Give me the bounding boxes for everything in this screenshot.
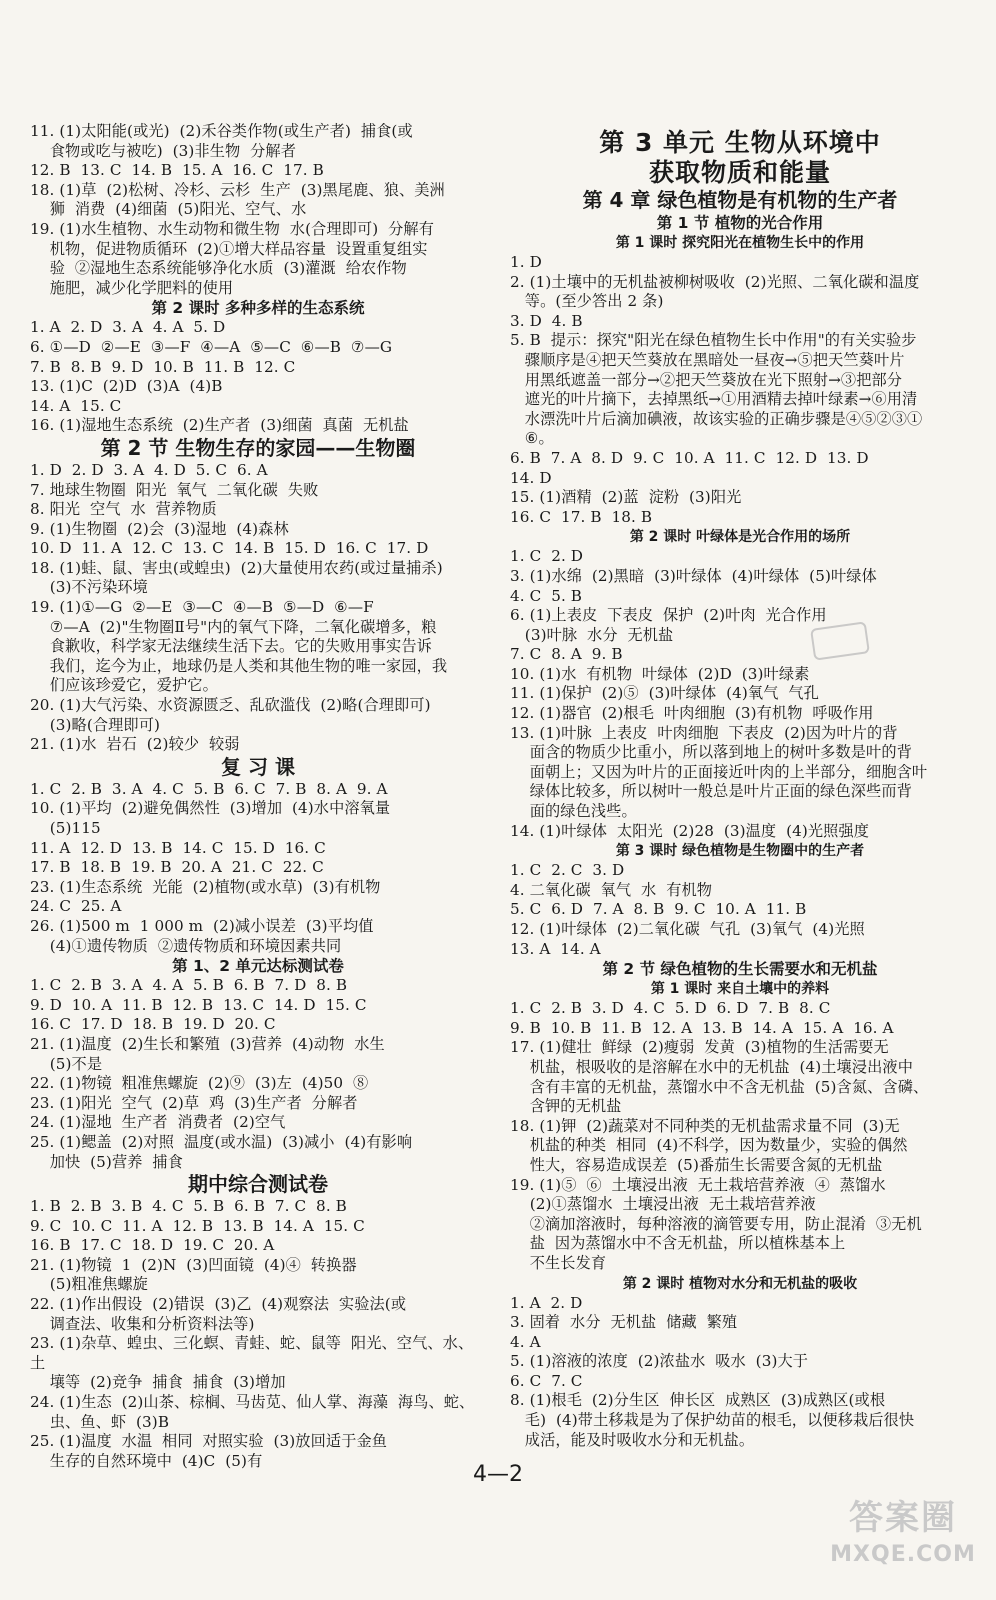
answer-line: 机盐的种类 相同 (4)不科学，因为数量少，实验的偶然	[510, 1136, 908, 1155]
lesson-heading: 第 1 课时 探究阳光在植物生长中的作用	[615, 235, 865, 251]
answer-line: 23. (1)杂草、蝗虫、三化螟、青蛙、蛇、鼠等 阳光、空气、水、土	[30, 1334, 474, 1372]
answer-line: 26. (1)500 m 1 000 m (2)减小误差 (3)平均值	[30, 916, 374, 935]
answer-line: 9. B 10. B 11. B 12. A 13. B 14. A 15. A 16. A	[510, 1018, 894, 1037]
answer-line: 机盐，根吸收的是溶解在水中的无机盐 (4)土壤浸出液中	[510, 1057, 913, 1076]
answer-line: 25. (1)鳃盖 (2)对照 温度(或水温) (3)减小 (4)有影响	[30, 1132, 413, 1151]
answer-line: 10. D 11. A 12. C 13. C 14. B 15. D 16. C 17. D	[30, 539, 429, 558]
answer-line: 16. B 17. C 18. D 19. C 20. A	[30, 1236, 275, 1255]
answer-line: 8. (1)根毛 (2)分生区 伸长区 成熟区 (3)成熟区(或根	[510, 1391, 886, 1410]
answer-line: 19. (1)⑤ ⑥ 土壤浸出液 无土栽培营养液 ④ 蒸馏水	[510, 1175, 886, 1194]
section-heading: 第 2 节 生物生存的家园——生物圈	[100, 435, 416, 460]
answer-line: 3. (1)水绵 (2)黑暗 (3)叶绿体 (4)叶绿体 (5)叶绿体	[510, 566, 877, 585]
answer-line: 用黑纸遮盖一部分→②把天竺葵放在光下照射→③把部分	[510, 370, 903, 389]
answer-line: ⑥。	[510, 429, 554, 448]
answer-line: 21. (1)物镜 1 (2)N (3)凹面镜 (4)④ 转换器	[30, 1255, 357, 1274]
answer-line: 13. (1)叶脉 上表皮 叶肉细胞 下表皮 (2)因为叶片的背	[510, 723, 898, 742]
unit-title: 第 3 单元 生物从环境中	[599, 128, 881, 157]
answer-line: 1. A 2. D 3. A 4. A 5. D	[30, 318, 226, 337]
answer-line: 1. A 2. D	[510, 1293, 583, 1312]
answer-line: 17. B 18. B 19. B 20. A 21. C 22. C	[30, 858, 324, 877]
answer-line: 1. C 2. B 3. A 4. A 5. B 6. B 7. D 8. B	[30, 976, 348, 995]
answer-line: 19. (1)水生植物、水生动物和微生物 水(合理即可) 分解有	[30, 219, 434, 238]
answer-line: 24. (1)湿地 生产者 消费者 (2)空气	[30, 1113, 286, 1132]
answer-line: 16. C 17. D 18. B 19. D 20. C	[30, 1015, 276, 1034]
answer-line: 14. (1)叶绿体 太阳光 (2)28 (3)温度 (4)光照强度	[510, 821, 870, 840]
answer-line: 24. (1)生态 (2)山茶、棕榈、马齿苋、仙人掌、海藻 海鸟、蛇、	[30, 1393, 475, 1412]
answer-line: 21. (1)水 岩石 (2)较少 较弱	[30, 735, 240, 754]
answer-line: 性大，容易造成误差 (5)番茄生长需要含氮的无机盐	[510, 1155, 883, 1174]
answer-line: 盐 因为蒸馏水中不含无机盐，所以植株基本上	[510, 1234, 846, 1253]
answer-line: 遮光的叶片摘下，去掉黑纸→①用酒精去掉叶绿素→⑥用清	[510, 390, 918, 409]
answer-line: 食物或吃与被吃) (3)非生物 分解者	[30, 141, 297, 160]
answer-line: 14. A 15. C	[30, 396, 122, 415]
right-column	[510, 128, 970, 1450]
watermark-logo-text: 答案圈	[849, 1498, 957, 1538]
answer-line: (3)叶脉 水分 无机盐	[510, 625, 674, 644]
answer-line: (5)115	[30, 819, 101, 837]
answer-line: 11. (1)保护 (2)⑤ (3)叶绿体 (4)氧气 气孔	[510, 684, 819, 703]
answer-line: 1. C 2. B 3. A 4. C 5. B 6. C 7. B 8. A 9. A	[30, 779, 388, 798]
left-column	[30, 122, 486, 1471]
answer-line: 12. B 13. C 14. B 15. A 16. C 17. B	[30, 161, 324, 180]
answer-line: 6. ①—D ②—E ③—F ④—A ⑤—C ⑥—B ⑦—G	[30, 337, 393, 356]
answer-line: 17. (1)健壮 鲜绿 (2)瘦弱 发黄 (3)植物的生活需要无	[510, 1038, 889, 1057]
answer-line: 9. C 10. C 11. A 12. B 13. B 14. A 15. C	[30, 1216, 365, 1235]
answer-line: 20. (1)大气污染、水资源匮乏、乱砍滥伐 (2)略(合理即可)	[30, 696, 431, 715]
answer-line: 14. D	[510, 468, 552, 487]
answer-line: 骤顺序是④把天竺葵放在黑暗处一昼夜→⑤把天竺葵叶片	[510, 350, 905, 369]
answer-line: 狮 消费 (4)细菌 (5)阳光、空气、水	[30, 200, 307, 219]
answer-line: 壤等 (2)竞争 捕食 捕食 (3)增加	[30, 1373, 286, 1392]
answer-line: 不生长发育	[510, 1253, 607, 1272]
section-heading: 期中综合测试卷	[188, 1172, 328, 1197]
answer-line: (5)不是	[30, 1054, 103, 1073]
answer-line: 18. (1)蛙、鼠、害虫(或蝗虫) (2)大量使用农药(或过量捕杀)	[30, 558, 443, 577]
answer-line: 21. (1)温度 (2)生长和繁殖 (3)营养 (4)动物 水生	[30, 1034, 385, 1053]
answer-line: 6. (1)上表皮 下表皮 保护 (2)叶肉 光合作用	[510, 606, 827, 625]
answer-line: 加快 (5)营养 捕食	[30, 1152, 183, 1171]
answer-line: (4)①遗传物质 ②遗传物质和环境因素共同	[30, 936, 342, 955]
lesson-heading: 第 2 课时 植物对水分和无机盐的吸收	[622, 1275, 858, 1292]
answer-line: 12. (1)器官 (2)根毛 叶肉细胞 (3)有机物 呼吸作用	[510, 704, 874, 723]
answer-line: 4. A	[510, 1332, 541, 1351]
watermark-domain: MXQE.COM	[830, 1542, 976, 1567]
answer-line: 5. (1)溶液的浓度 (2)浓盐水 吸水 (3)大于	[510, 1352, 809, 1371]
subsection-heading: 第 1 节 植物的光合作用	[656, 214, 824, 232]
answer-line: 面含的物质少比重小，所以落到地上的树叶多数是叶的背	[510, 743, 912, 762]
answer-line: 18. (1)钾 (2)蔬菜对不同种类的无机盐需求量不同 (3)无	[510, 1116, 900, 1135]
answer-line: 6. B 7. A 8. D 9. C 10. A 11. C 12. D 13. D	[510, 448, 869, 467]
answer-line: 8. 阳光 空气 水 营养物质	[30, 500, 217, 519]
answer-line: 7. 地球生物圈 阳光 氧气 二氧化碳 失败	[30, 480, 319, 499]
answer-line: 5. C 6. D 7. A 8. B 9. C 10. A 11. B	[510, 900, 807, 919]
answer-line: 25. (1)温度 水温 相同 对照实验 (3)放回适于金鱼	[30, 1432, 388, 1451]
answer-line: 11. (1)太阳能(或光) (2)禾谷类作物(或生产者) 捕食(或	[30, 122, 413, 140]
lesson-heading: 第 1 课时 来自土壤中的养料	[650, 981, 830, 998]
answer-line: 23. (1)生态系统 光能 (2)植物(或水草) (3)有机物	[30, 877, 381, 896]
subsection-heading: 第 2 课时 多种多样的生态系统	[151, 299, 365, 318]
lesson-heading: 第 2 课时 叶绿体是光合作用的场所	[629, 529, 851, 546]
answer-line: (3)略(合理即可)	[30, 715, 161, 734]
answer-line: 16. (1)湿地生态系统 (2)生产者 (3)细菌 真菌 无机盐	[30, 416, 409, 435]
answer-line: 含有丰富的无机盐，蒸馏水中不含无机盐 (5)含氮、含磷、	[510, 1077, 929, 1096]
answer-line: (2)①蒸馏水 土壤浸出液 无土栽培营养液	[510, 1195, 816, 1214]
answer-line: 面的绿色浅些。	[510, 802, 637, 821]
answer-line: 16. C 17. B 18. B	[510, 507, 653, 526]
answer-line: 1. D 2. D 3. A 4. D 5. C 6. A	[30, 460, 268, 479]
answer-line: 1. B 2. B 3. B 4. C 5. B 6. B 7. C 8. B	[30, 1197, 347, 1216]
answer-line: 3. 固着 水分 无机盐 储藏 繁殖	[510, 1313, 738, 1332]
lesson-heading: 第 3 课时 绿色植物是生物圈中的生产者	[615, 843, 865, 860]
answer-line: 1. C 2. B 3. D 4. C 5. D 6. D 7. B 8. C	[510, 999, 831, 1018]
answer-line: 19. (1)①—G ②—E ③—C ④—B ⑤—D ⑥—F	[30, 598, 374, 617]
answer-line: 机物，促进物质循环 (2)①增大样品容量 设置重复组实	[30, 239, 428, 258]
answer-line: 2. (1)土壤中的无机盐被柳树吸收 (2)光照、二氧化碳和温度	[510, 272, 920, 291]
answer-line: 24. C 25. A	[30, 897, 122, 916]
answer-line: 验 ②湿地生态系统能够净化水质 (3)灌溉 给农作物	[30, 259, 407, 278]
answer-line: 我们，迄今为止，地球仍是人类和其他生物的唯一家园，我	[30, 656, 448, 675]
subsection-heading: 第 1、2 单元达标测试卷	[172, 957, 344, 976]
answer-line: 们应该珍爱它，爱护它。	[30, 676, 218, 695]
answer-line: 22. (1)作出假设 (2)错误 (3)乙 (4)观察法 实验法(或	[30, 1295, 407, 1314]
answer-line: 成活，能及时吸收水分和无机盐。	[510, 1430, 755, 1449]
answer-line: 15. (1)酒精 (2)蓝 淀粉 (3)阳光	[510, 488, 742, 507]
answer-line: 1. C 2. D	[510, 547, 584, 566]
answer-line: 等。(至少答出 2 条)	[510, 292, 664, 311]
answer-line: 5. B 提示：探究"阳光在绿色植物生长中作用"的有关实验步	[510, 331, 917, 350]
answer-line: 23. (1)阳光 空气 (2)草 鸡 (3)生产者 分解者	[30, 1093, 358, 1112]
subsection-heading: 第 2 节 绿色植物的生长需要水和无机盐	[602, 960, 878, 979]
page-number: 4—2	[473, 1462, 523, 1487]
answer-line: 面朝上；又因为叶片的正面接近叶肉的上半部分，细胞含叶	[510, 762, 928, 781]
answer-line: 含钾的无机盐	[510, 1097, 622, 1116]
answer-line: 食歉收，科学家无法继续生活下去。它的失败用事实告诉	[30, 637, 432, 656]
answer-line: 9. (1)生物圈 (2)会 (3)湿地 (4)森林	[30, 519, 289, 538]
answer-line: ②滴加溶液时，每种溶液的滴管要专用，防止混淆 ③无机	[510, 1214, 922, 1233]
answer-line: 7. B 8. B 9. D 10. B 11. B 12. C	[30, 357, 296, 376]
answer-line: 1. C 2. C 3. D	[510, 861, 625, 880]
answer-line: (5)粗准焦螺旋	[30, 1275, 148, 1294]
answer-line: 1. D	[510, 253, 542, 271]
answer-line: 22. (1)物镜 粗准焦螺旋 (2)⑨ (3)左 (4)50 ⑧	[30, 1074, 369, 1093]
answer-line: 水漂洗叶片后滴加碘液，故该实验的正确步骤是④⑤②③①	[510, 409, 923, 428]
answer-line: 10. (1)平均 (2)避免偶然性 (3)增加 (4)水中溶氧量	[30, 799, 391, 818]
answer-line: 绿体比较多，所以树叶一般总是叶片正面的绿色深些而背	[510, 782, 912, 801]
answer-line: ⑦—A (2)"生物圈Ⅱ号"内的氧气下降，二氧化碳增多，粮	[30, 617, 437, 636]
answer-line: 施肥，减少化学肥料的使用	[30, 278, 234, 297]
answer-line: 生存的自然环境中 (4)C (5)有	[30, 1451, 263, 1470]
answer-line: 12. (1)叶绿体 (2)二氧化碳 气孔 (3)氧气 (4)光照	[510, 920, 865, 938]
answer-line: 调查法、收集和分析资料法等)	[30, 1314, 255, 1333]
answer-line: 7. C 8. A 9. B	[510, 645, 623, 664]
answer-line: 10. (1)水 有机物 叶绿体 (2)D (3)叶绿素	[510, 664, 810, 683]
answer-line: 4. 二氧化碳 氧气 水 有机物	[510, 880, 713, 899]
answer-line: 18. (1)草 (2)松树、冷杉、云杉 生产 (3)黑尾鹿、狼、美洲	[30, 180, 445, 199]
answer-line: 毛) (4)带土移栽是为了保护幼苗的根毛，以便移栽后很快	[510, 1411, 915, 1430]
answer-line: 11. A 12. D 13. B 14. C 15. D 16. C	[30, 838, 326, 857]
answer-line: 6. C 7. C	[510, 1371, 583, 1390]
watermark-logo	[828, 1495, 978, 1587]
unit-title: 获取物质和能量	[648, 158, 831, 187]
answer-line: 4. C 5. B	[510, 586, 583, 605]
section-heading: 复 习 课	[221, 754, 295, 779]
answer-line: (3)不污染环境	[30, 578, 148, 597]
answer-line: 13. A 14. A	[510, 939, 601, 958]
section-heading: 第 4 章 绿色植物是有机物的生产者	[582, 188, 898, 212]
answer-line: 3. D 4. B	[510, 311, 583, 330]
answer-line: 虫、鱼、虾 (3)B	[30, 1412, 170, 1431]
answer-line: 9. D 10. A 11. B 12. B 13. C 14. D 15. C	[30, 995, 367, 1014]
answer-line: 13. (1)C (2)D (3)A (4)B	[30, 377, 223, 396]
